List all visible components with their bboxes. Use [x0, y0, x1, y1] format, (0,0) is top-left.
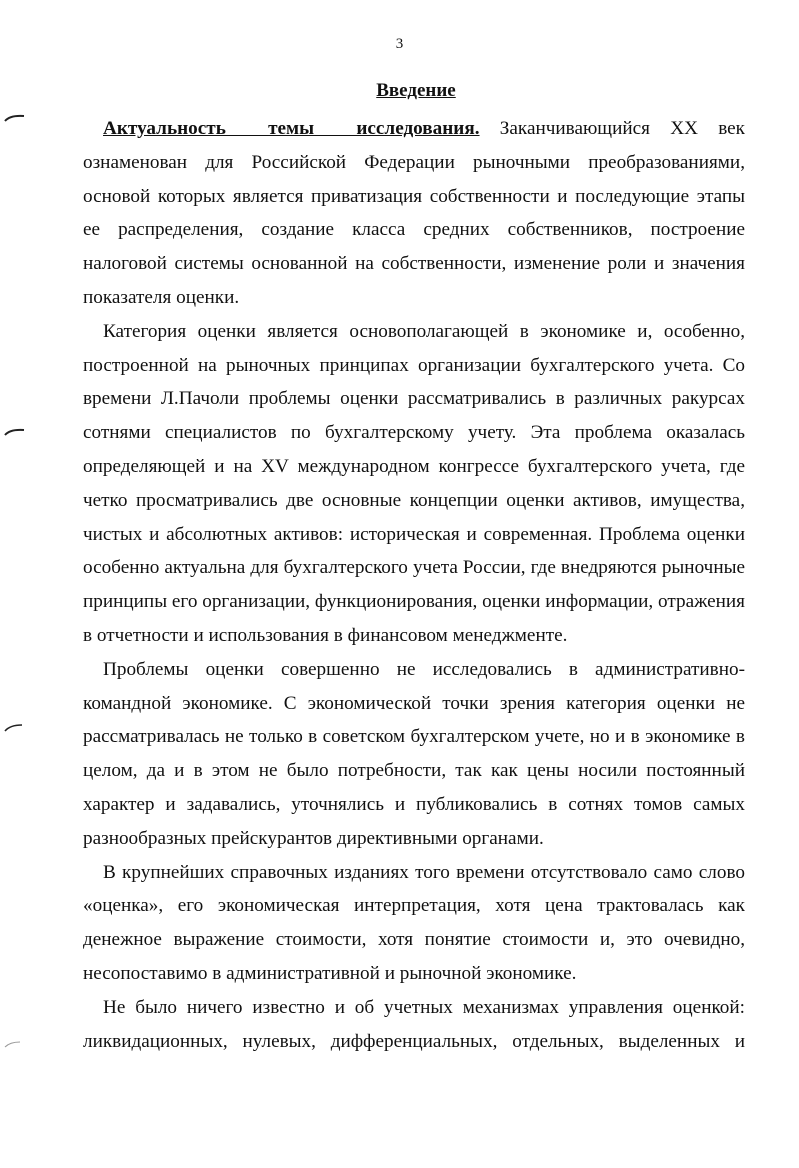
- scan-mark-3: [4, 724, 26, 732]
- page-number: 3: [395, 36, 404, 52]
- paragraph-5: Не было ничего известно и об учетных механизмах управления оценкой: ликвидационных, нулевых, дифференциальных, отдельных, выделенных и: [83, 996, 745, 1052]
- paragraph-4: В крупнейших справочных изданиях того времени отсутствовало само слово «оценка», его экономическая интерпретация, хотя цена трактовалась как денежное выражение стоимости, хотя понятие стоимости и, это очевидно, несопоставимо в административной и рыночной экономике.: [83, 861, 745, 984]
- paragraph-lead: Актуальность темы исследования.: [103, 118, 480, 139]
- paragraph-1-text: Заканчивающийся XX век ознаменован для Российской Федерации рыночными преобразованиями, основой которых является приватизация собственности и последующие этапы ее распределения, создание класса средних собственников, построение налоговой системы основанной на собственности, изменение роли и значения показателя оценки.: [83, 118, 745, 308]
- document-body: [83, 112, 745, 1058]
- paragraph-3: Проблемы оценки совершенно не исследовались в административно-командной экономике. С экономической точки зрения категория оценки не рассматривалась не только в советском бухгалтерском учете, но и в экономике в целом, да и в этом не было потребности, так как цены носили постоянный характер и задавались, уточнялись и публиковались в сотнях томов самых разнообразных прейскурантов директивными органами.: [83, 658, 745, 849]
- paragraph-1: [83, 112, 745, 315]
- paragraph-2: Категория оценки является основополагающей в экономике и, особенно, построенной на рыночных принципах организации бухгалтерского учета. Со времени Л.Пачоли проблемы оценки рассматривались в различных ракурсах сотнями специалистов по бухгалтерскому учету. Эта проблема оказалась определяющей и на XV международном конгрессе бухгалтерского учета, где четко просматривались две основные концепции оценки активов, имущества, чистых и абсолютных активов: историческая и современная. Проблема оценки особенно актуальна для бухгалтерского учета России, где внедряются рыночные принципы его организации, функционирования, оценки информации, отражения в отчетности и использования в финансовом менеджменте.: [83, 320, 745, 646]
- scan-mark-2: [4, 428, 26, 436]
- scan-mark-1: [4, 114, 26, 122]
- section-heading: Введение: [376, 80, 456, 101]
- scan-mark-4: [4, 1040, 26, 1048]
